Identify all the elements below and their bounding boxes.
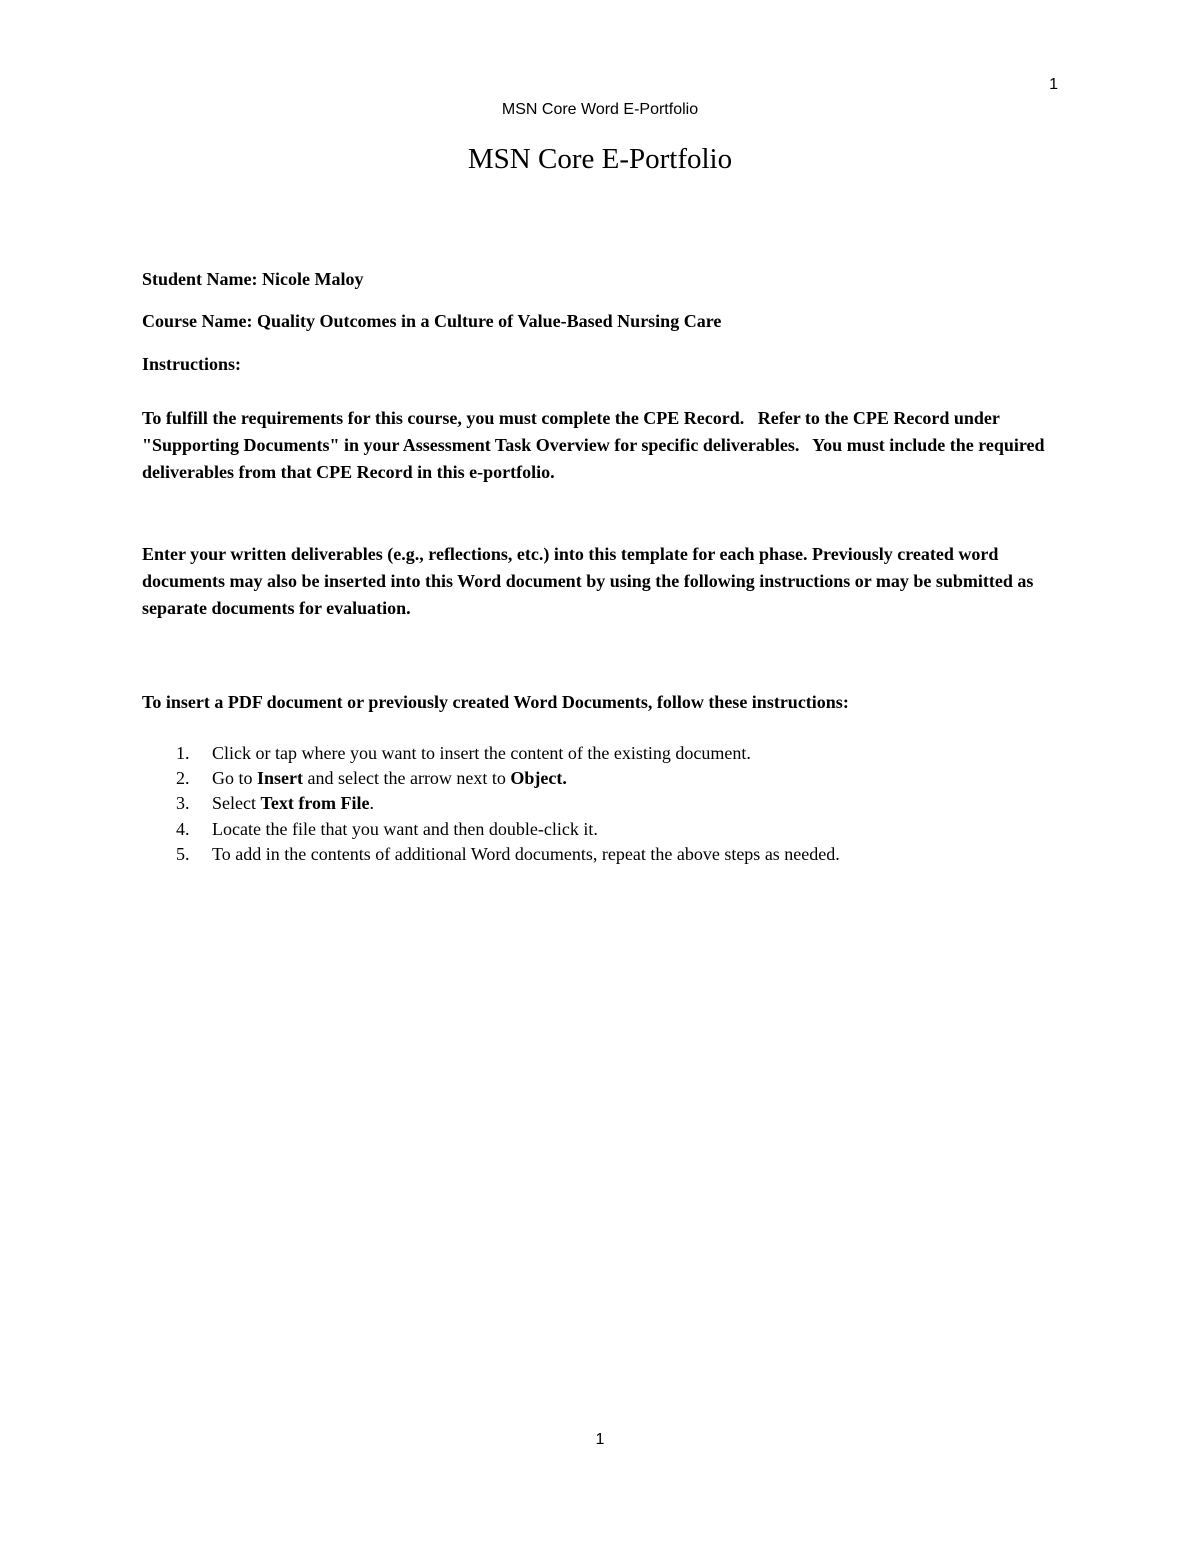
step-2: [142, 766, 1082, 791]
instructions-label: Instructions:: [142, 354, 242, 374]
step-number: 1.: [176, 743, 190, 763]
course-name-line: [142, 308, 1062, 334]
step-4: [142, 817, 1082, 842]
step-number: 4.: [176, 818, 190, 839]
step-5: [142, 842, 1082, 867]
document-title: MSN Core E-Portfolio: [467, 143, 733, 175]
step-text-part: Go to: [212, 768, 257, 789]
step-number: 2.: [176, 768, 190, 789]
insert-steps-list: [142, 741, 1082, 867]
student-name-label: Student Name:: [142, 269, 258, 289]
course-name-value: Quality Outcomes in a Culture of Value-Based Nursing Care: [256, 311, 722, 331]
insert-instructions-heading: To insert a PDF document or previously created Word Documents, follow these instructions:: [142, 692, 849, 712]
step-text: Locate the file that you want and then double-click it.: [212, 818, 598, 839]
step-text: [212, 791, 1082, 816]
student-name-line: [142, 266, 1062, 292]
course-name-label: Course Name:: [142, 311, 253, 331]
student-name-value: Nicole Maloy: [262, 269, 364, 289]
step-text: [212, 766, 1082, 791]
step-text: Click or tap where you want to insert the content of the existing document.: [212, 743, 751, 763]
step-number: 5.: [176, 843, 190, 864]
step-text-part: and select the arrow next to: [303, 768, 511, 789]
step-bold-object: Object.: [510, 768, 567, 789]
instructions-paragraph-2: Enter your written deliverables (e.g., reflections, etc.) into this template for each phase. Previously created word documents may also be inserted into this Word document by using the following instructions or may be submitted as separate documents for evaluation.: [142, 544, 1034, 618]
step-text-part: .: [369, 793, 374, 814]
step-bold-insert: Insert: [257, 768, 303, 789]
header-page-number: 1: [1049, 76, 1058, 93]
step-1: [142, 741, 1082, 766]
instructions-paragraph-1: To fulfill the requirements for this course, you must complete the CPE Record. Refer to the CPE Record under "Supporting Documents" in your Assessment Task Overview for specific deliverables. You must include the required deliverables from that CPE Record in this e-portfolio.: [142, 408, 1050, 482]
step-3: [142, 791, 1082, 816]
footer-page-number: 1: [595, 1431, 605, 1448]
running-header: MSN Core Word E-Portfolio: [501, 101, 699, 118]
step-bold-text-from-file: Text from File: [260, 793, 370, 814]
step-text-part: Select: [212, 793, 261, 814]
step-text: To add in the contents of additional Word documents, repeat the above steps as needed.: [212, 843, 840, 864]
step-number: 3.: [176, 793, 190, 814]
